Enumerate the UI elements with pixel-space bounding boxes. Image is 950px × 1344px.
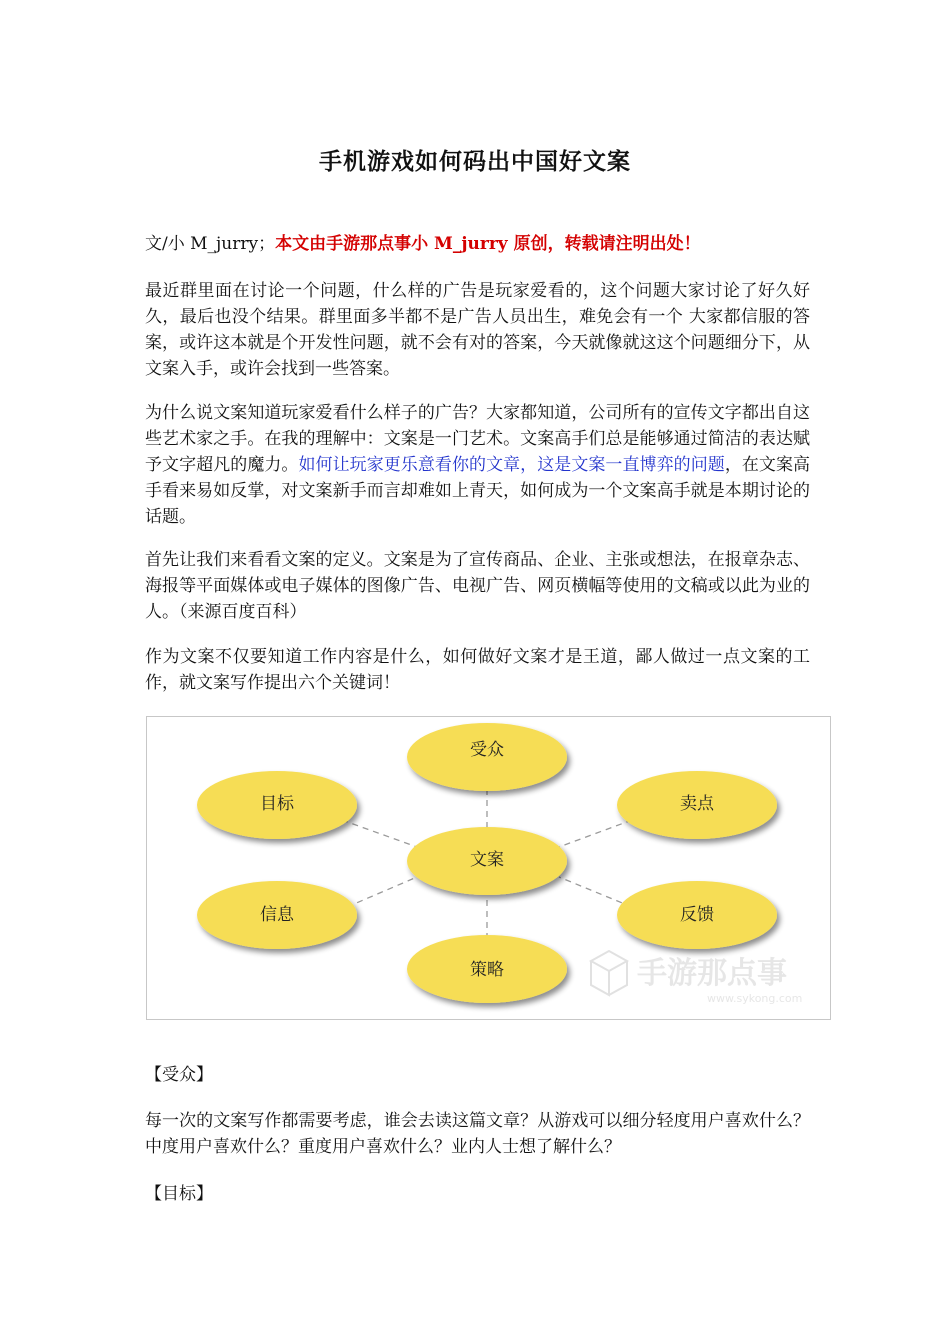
page-title: 手机游戏如何码出中国好文案 bbox=[319, 149, 631, 175]
label-copywriting: 文案 bbox=[470, 850, 504, 870]
keyword-diagram bbox=[146, 716, 831, 1020]
watermark-brand: 手游那点事 bbox=[637, 956, 787, 991]
connector-bottom-left bbox=[347, 877, 417, 907]
watermark-logo-icon bbox=[591, 951, 627, 995]
label-audience: 受众 bbox=[470, 740, 504, 760]
label-goal: 目标 bbox=[260, 794, 294, 814]
byline bbox=[145, 231, 825, 257]
section-heading-goal: 【目标】 bbox=[145, 1184, 213, 1204]
section-heading-audience: 【受众】 bbox=[145, 1065, 213, 1085]
paragraph-text: ，在文案高手看来易如反掌，对文案新手而言却难如上青天，如何成为一个文案高手就是本期讨论的话题。 bbox=[145, 455, 811, 527]
paragraph-audience: 每一次的文案写作都需要考虑，谁会去读这篇文章？从游戏可以细分轻度用户喜欢什么？中度用户喜欢什么？重度用户喜欢什么？业内人士想了解什么？ bbox=[145, 1111, 810, 1157]
paragraph-intro: 最近群里面在讨论一个问题，什么样的广告是玩家爱看的，这个问题大家讨论了好久好久，最后也没个结果。群里面多半都不是广告人员出生，难免会有一个 大家都信服的答案，或许这本就是个开发性问题，就不会有对的答案，今天就像就这这个问题细分下，从文案入手，或许会找到一些答案。 bbox=[145, 281, 810, 379]
paragraph-keywords-intro: 作为文案不仅要知道工作内容是什么，如何做好文案才是王道，鄙人做过一点文案的工作，就文案写作提出六个关键词！ bbox=[145, 647, 810, 693]
label-selling-point: 卖点 bbox=[680, 794, 714, 814]
paragraph-why-copywriting bbox=[145, 400, 810, 530]
byline-copyright-note: 本文由手游那点事小 M_jurry 原创，转载请注明出处！ bbox=[275, 234, 701, 254]
highlighted-link-text[interactable]: 如何让玩家更乐意看你的文章，这是文案一直博弈的问题 bbox=[298, 455, 725, 475]
label-strategy: 策略 bbox=[470, 960, 504, 980]
connector-bottom-right bbox=[559, 877, 632, 907]
paragraph-text: 为什么说文案知道玩家爱看什么样子的广告？大家都知道，公司所有的宣传文字都出自这些艺术家之手。在我的理解中：文案是一门艺术。文案高手们总是能够通过简洁的表达赋予文字超凡的魔力。 bbox=[145, 403, 810, 475]
paragraph-definition: 首先让我们来看看文案的定义。文案是为了宣传商品、企业、主张或想法，在报章杂志、海报等平面媒体或电子媒体的图像广告、电视广告、网页横幅等使用的文稿或以此为业的人。（来源百度百科） bbox=[145, 550, 810, 622]
byline-author: 文/小 M_jurry； bbox=[145, 234, 276, 254]
connector-top-right bbox=[559, 820, 632, 847]
connector-top-left bbox=[342, 820, 417, 847]
label-feedback: 反馈 bbox=[680, 905, 714, 925]
watermark bbox=[591, 951, 802, 1005]
label-information: 信息 bbox=[260, 905, 294, 925]
watermark-url: www.sykong.com bbox=[707, 992, 803, 1005]
